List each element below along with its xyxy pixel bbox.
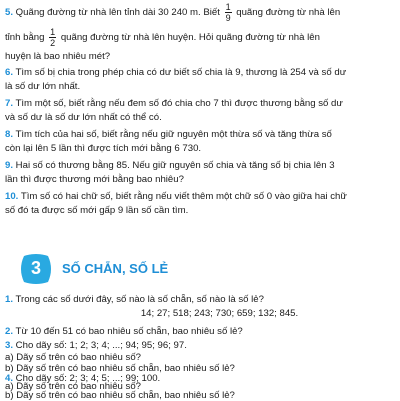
section-title: SỐ CHẴN, SỐ LẺ bbox=[62, 261, 169, 276]
problem-5 bbox=[5, 2, 394, 64]
problem-number: 9. bbox=[5, 160, 14, 171]
problem-number: 4. bbox=[5, 373, 14, 384]
problem-5-line-1: 5. Quãng đường từ nhà lên tỉnh dài 30 240 m. Biết $\frac{1}{9}$ quãng đường từ nhà lên bbox=[5, 2, 341, 23]
problem-number: 1. bbox=[5, 294, 14, 305]
exercise-4 bbox=[5, 375, 394, 400]
problem-6: 6. Tìm số bị chia trong phép chia có dư biết số chia là 9, thương là 254 và số dư là số dư lớn nhất. bbox=[5, 67, 347, 92]
exercise-1: 1. Trong các số dưới đây, số nào là số chẵn, số nào là số lẻ? 14; 27; 518; 243; 730; 659; 132; 845. bbox=[5, 293, 394, 321]
problem-7: 7. Tìm một số, biết rằng nếu đem số đó chia cho 7 thì được thương bằng số dư và số dư là số dư lớn nhất có thể có. bbox=[5, 98, 343, 123]
problem-number: 7. bbox=[5, 98, 14, 109]
problem-9: 9. Hai số có thương bằng 85. Nếu giữ nguyên số chia và tăng số bị chia lên 3 lần thì được thương mới bằng bao nhiêu? bbox=[5, 160, 335, 185]
number-list: 14; 27; 518; 243; 730; 659; 132; 845. bbox=[140, 308, 299, 319]
exercise-4-line-1: 4. Cho dãy số: 2; 3; 4; 5; ...; 99; 100. bbox=[5, 373, 161, 384]
fraction-one-ninth: $\frac{1}{9}$ bbox=[225, 2, 231, 23]
problem-number: 8. bbox=[5, 129, 14, 140]
fraction-one-half: $\frac{1}{2}$ bbox=[50, 27, 56, 48]
section-number: 3 bbox=[30, 258, 41, 278]
exercise-3: 3. Cho dãy số: 1; 2; 3; 4; ...; 94; 95; 96; 97. a) Dãy số trên có bao nhiêu số? b) Dãy số trên có bao nhiêu số chẵn, bao nhiêu số lẻ? bbox=[5, 340, 235, 374]
section-header bbox=[18, 253, 218, 287]
exercise-2: 2. Từ 10 đến 51 có bao nhiêu số chẵn, bao nhiêu số lẻ? bbox=[5, 326, 243, 337]
problem-number: 3. bbox=[5, 340, 14, 351]
problem-number: 2. bbox=[5, 326, 14, 337]
problem-5-line-3: huyện là bao nhiêu mét? bbox=[5, 51, 111, 62]
problem-number: 6. bbox=[5, 67, 14, 78]
exercise-4-line-3: b) Dãy số trên có bao nhiêu số chẵn, bao nhiêu số lẻ? bbox=[5, 389, 235, 401]
exercise-4-line-2: a) Dãy số trên có bao nhiêu số? bbox=[5, 381, 141, 393]
problem-8: 8. Tìm tích của hai số, biết rằng nếu giữ nguyên một thừa số và tăng thừa số còn lại lên 5 lần thì được tích mới bằng 6 730. bbox=[5, 129, 332, 154]
problem-10: 10. Tìm số có hai chữ số, biết rằng nếu viết thêm một chữ số 0 vào giữa hai chữ số đó ta được số mới gấp 9 lần số cần tìm. bbox=[5, 191, 347, 216]
problem-number: 5. bbox=[5, 7, 14, 19]
problem-5-line-2: tỉnh bằng $\frac{1}{2}$ quãng đường từ nhà lên huyện. Hỏi quãng đường từ nhà lên bbox=[5, 27, 320, 48]
problem-number: 10. bbox=[5, 191, 19, 202]
